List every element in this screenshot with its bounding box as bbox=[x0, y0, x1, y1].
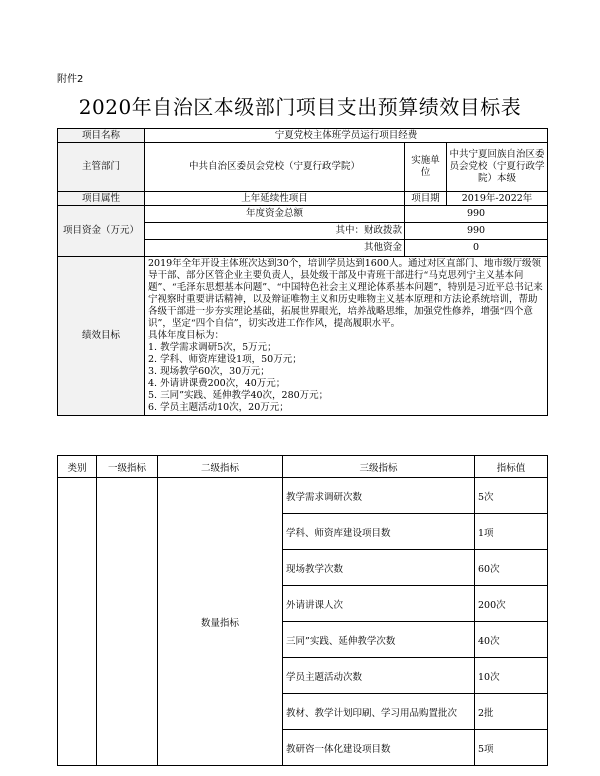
indicator-name: 三同”实践、延伸教学次数 bbox=[283, 622, 475, 658]
fund-row-value: 990 bbox=[405, 206, 548, 223]
attr-value: 上年延续性项目 bbox=[145, 192, 405, 206]
indicator-value: 40次 bbox=[475, 622, 548, 658]
goal-line: 5. 三同”实践、延伸教学40次，280万元； bbox=[148, 390, 329, 401]
indicator-value: 10次 bbox=[475, 658, 548, 694]
fund-row-value: 0 bbox=[405, 240, 548, 257]
goal-label: 绩效目标 bbox=[58, 257, 145, 416]
indicator-name: 教研咨一体化建设项目数 bbox=[283, 730, 475, 766]
indicator-value: 60次 bbox=[475, 550, 548, 586]
dept-value: 中共自治区委员会党校（宁夏行政学院） bbox=[145, 143, 405, 192]
header-level1: 一级指标 bbox=[97, 456, 158, 478]
header-value: 指标值 bbox=[475, 456, 548, 478]
indicator-value: 1项 bbox=[475, 514, 548, 550]
indicator-name: 外请讲课人次 bbox=[283, 586, 475, 622]
period-label: 项目期 bbox=[405, 192, 447, 206]
goal-line: 3. 现场教学60次，30万元； bbox=[148, 366, 270, 377]
attachment-label: 附件2 bbox=[57, 74, 84, 85]
attr-label: 项目属性 bbox=[58, 192, 145, 206]
project-name-label: 项目名称 bbox=[58, 129, 145, 143]
goal-line: 2019年全年开设主体班次达到30个，培训学员达到1600人。通过对区直部门、地市级厅级领导干部、部分区管企业主要负责人，县处级干部及中青班干部进行“马克思列宁主义基本问题”、“毛泽东思想基本问题”、“中国特色社会主义理论体系基本问题”，特别是习近平总书记来宁视察时重要讲话精神，以及辩证唯物主义和历史唯物主义基本原理和方法论系统培训，帮助各级干部进一步夯实理论基础，拓展世界眼光，培养战略思维，加强党性修养，增强“四个意识”，坚定“四个自信”，切实改进工作作风，提高履职水平。 bbox=[148, 258, 543, 329]
goal-line: 1. 教学需求调研5次，5万元； bbox=[148, 342, 277, 353]
project-name: 宁夏党校主体班学员运行项目经费 bbox=[145, 129, 548, 143]
indicator-value: 200次 bbox=[475, 586, 548, 622]
indicator-value: 5项 bbox=[475, 730, 548, 766]
indicator-name: 教材、教学计划印刷、学习用品购置批次 bbox=[283, 694, 475, 730]
header-level2: 二级指标 bbox=[158, 456, 283, 478]
impl-value: 中共宁夏回族自治区委员会党校（宁夏行政学院）本级 bbox=[447, 143, 548, 192]
page-title: 2020年自治区本级部门项目支出预算绩效目标表 bbox=[78, 95, 522, 119]
info-table bbox=[57, 128, 548, 416]
goal-line: 6. 学员主题活动10次，20万元； bbox=[148, 402, 289, 413]
period-value: 2019年-2022年 bbox=[447, 192, 548, 206]
header-level3: 三级指标 bbox=[283, 456, 475, 478]
impl-label: 实施单位 bbox=[405, 143, 447, 192]
level1-cell bbox=[97, 478, 158, 766]
goal-line: 2. 学科、师资库建设1项，50万元； bbox=[148, 354, 302, 365]
fund-row-label: 年度资金总额 bbox=[145, 206, 405, 223]
indicator-name: 教学需求调研次数 bbox=[283, 478, 475, 514]
goal-line: 4. 外请讲课费200次，40万元； bbox=[148, 378, 286, 389]
fund-row-label: 其他资金 bbox=[145, 240, 405, 257]
header-category: 类别 bbox=[58, 456, 97, 478]
indicator-table bbox=[57, 455, 548, 766]
indicator-name: 学员主题活动次数 bbox=[283, 658, 475, 694]
indicator-name: 学科、师资库建设项目数 bbox=[283, 514, 475, 550]
indicator-value: 5次 bbox=[475, 478, 548, 514]
indicator-value: 2批 bbox=[475, 694, 548, 730]
fund-row-label: 其中：财政拨款 bbox=[145, 223, 405, 240]
level2-cell: 数量指标 bbox=[158, 478, 283, 766]
goal-line: 具体年度目标为： bbox=[148, 330, 225, 341]
dept-label: 主管部门 bbox=[58, 143, 145, 192]
indicator-name: 现场教学次数 bbox=[283, 550, 475, 586]
goal-text bbox=[145, 257, 548, 416]
category-cell bbox=[58, 478, 97, 766]
fund-label: 项目资金（万元） bbox=[58, 206, 145, 257]
fund-row-value: 990 bbox=[405, 223, 548, 240]
